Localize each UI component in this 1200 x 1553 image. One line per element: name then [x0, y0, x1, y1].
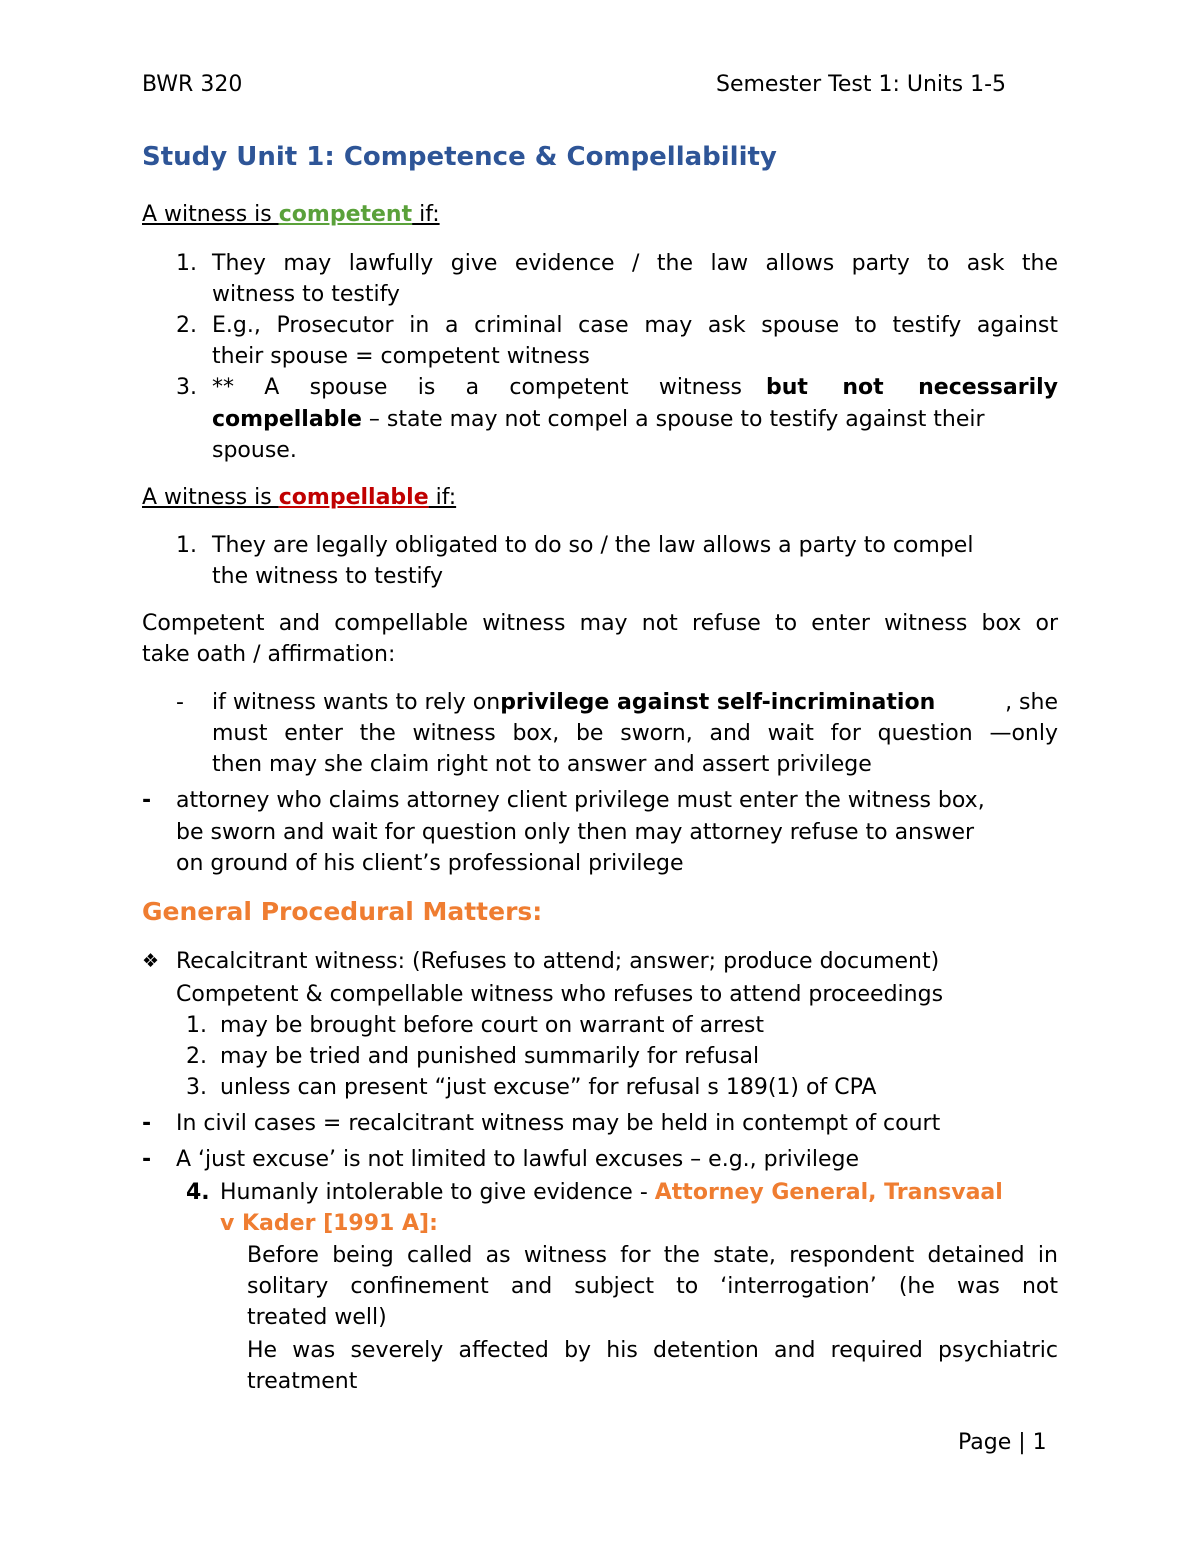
proc-dash-1-text: In civil cases = recalcitrant witness may be held in contempt of court — [176, 1111, 941, 1136]
procedural-heading: General Procedural Matters: — [142, 897, 543, 926]
competent-term: competent — [278, 202, 413, 227]
case-name: Attorney General, Transvaal — [654, 1180, 1003, 1205]
competent-item-3-line2: compellable – state may not compel a spouse to testify against their — [212, 407, 985, 432]
dash-item-1-line1: if witness wants to rely on privilege against self-incrimination , she — [212, 690, 1058, 715]
proc-item-1-text: may be brought before court on warrant of arrest — [220, 1013, 764, 1038]
compellable-item-1-number: 1. — [176, 533, 197, 558]
dash-item-2-line2: be sworn and wait for question only then may attorney refuse to answer — [176, 820, 975, 845]
header-course: BWR 320 — [142, 72, 243, 97]
competent-item-3-line3: spouse. — [212, 438, 297, 463]
competent-intro: A witness is competent if: — [142, 202, 440, 227]
proc-item-2-number: 2. — [186, 1044, 207, 1069]
para-line1: Competent and compellable witness may not refuse to enter witness box or — [142, 611, 1058, 636]
unit1-heading: Study Unit 1: Competence & Compellability — [142, 142, 777, 172]
compellable-term: compellable — [278, 485, 429, 510]
proc-item-4-line1: Humanly intolerable to give evidence - Attorney General, Transvaal — [220, 1180, 1003, 1205]
dash-item-1-line3: then may she claim right not to answer and assert privilege — [212, 752, 872, 777]
compellable-intro: A witness is compellable if: — [142, 485, 457, 510]
dash-item-2-marker: - — [142, 788, 152, 813]
proc-item-3-text: unless can present “just excuse” for refusal s 189(1) of CPA — [220, 1075, 877, 1100]
case-text-line1: Before being called as witness for the state, respondent detained in — [247, 1243, 1058, 1268]
competent-item-3-line1 — [212, 375, 1058, 400]
spouse-competent-text: ** A spouse is a competent witness — [212, 375, 742, 400]
page-number: Page | 1 — [958, 1430, 1047, 1455]
case-citation: v Kader [1991 A]: — [220, 1211, 438, 1236]
competent-item-2-line1: E.g., Prosecutor in a criminal case may ask spouse to testify against — [212, 313, 1058, 338]
case-text-line5: treatment — [247, 1369, 358, 1394]
case-text-line4: He was severely affected by his detention and required psychiatric — [247, 1338, 1058, 1363]
proc-item-1-number: 1. — [186, 1013, 207, 1038]
competent-item-1-line2: witness to testify — [212, 282, 400, 307]
dash-item-1-marker: - — [176, 690, 184, 715]
compellable-item-1-line1: They are legally obligated to do so / the law allows a party to compel — [212, 533, 974, 558]
proc-dash-1-marker: - — [142, 1111, 152, 1136]
proc-dash-2-marker: - — [142, 1147, 152, 1172]
compellable-item-1-line2: the witness to testify — [212, 564, 444, 589]
not-necessarily-text: but not necessarily — [766, 375, 1058, 400]
case-text-line2: solitary confinement and subject to ‘interrogation’ (he was not — [247, 1274, 1058, 1299]
header-test: Semester Test 1: Units 1-5 — [716, 72, 1007, 97]
proc-item-4-number: 4. — [186, 1180, 210, 1205]
case-text-line3: treated well) — [247, 1305, 387, 1330]
competent-item-3-number: 3. — [176, 375, 197, 400]
dash-item-2-line1: attorney who claims attorney client privilege must enter the witness box, — [176, 788, 985, 813]
para-line2: take oath / affirmation: — [142, 642, 396, 667]
proc-item-3-number: 3. — [186, 1075, 207, 1100]
competent-item-1-number: 1. — [176, 251, 197, 276]
dash-item-2-line3: on ground of his client’s professional privilege — [176, 851, 684, 876]
proc-item-2-text: may be tried and punished summarily for refusal — [220, 1044, 760, 1069]
recalcitrant-line: Recalcitrant witness: (Refuses to attend; answer; produce document) — [176, 949, 940, 974]
competent-item-3-l1b — [0, 0, 1, 1]
dash-item-1-line2: must enter the witness box, be sworn, and wait for question —only — [212, 721, 1058, 746]
competent-item-2-line2: their spouse = competent witness — [212, 344, 590, 369]
competent-refuses-line: Competent & compellable witness who refuses to attend proceedings — [176, 982, 944, 1007]
competent-item-2-number: 2. — [176, 313, 197, 338]
diamond-bullet-icon: ❖ — [142, 950, 160, 972]
proc-dash-2-text: A ‘just excuse’ is not limited to lawful excuses – e.g., privilege — [176, 1147, 860, 1172]
competent-item-1-line1: They may lawfully give evidence / the law allows party to ask the — [212, 251, 1058, 276]
